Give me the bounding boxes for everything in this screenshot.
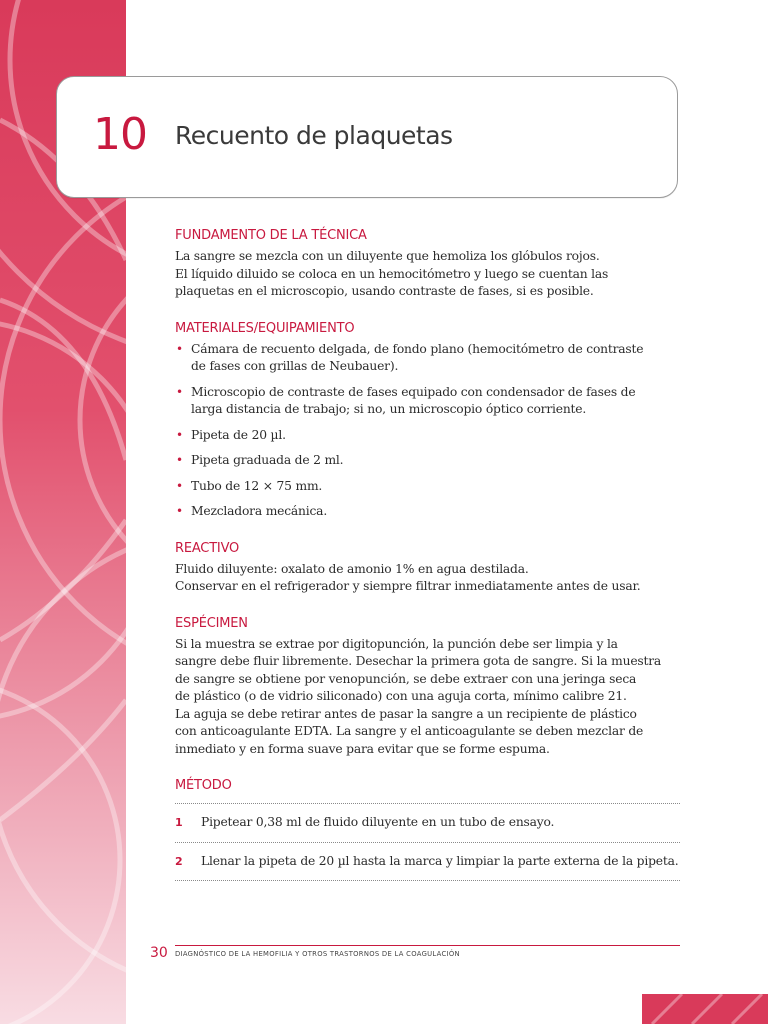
especimen-text	[175, 636, 680, 759]
main-content	[175, 228, 680, 901]
section-heading: ESPÉCIMEN	[175, 615, 248, 631]
text-line: sangre debe fluir libremente. Desechar la primera gota de sangre. Si la muestra	[175, 654, 662, 668]
section-fundamento	[175, 228, 680, 301]
text-line: plaquetas en el microscopio, usando contraste de fases, si es posible.	[175, 284, 594, 298]
section-heading: REACTIVO	[175, 540, 240, 556]
section-metodo	[175, 778, 680, 881]
text-line: El líquido diluido se coloca en un hemocitómetro y luego se cuentan las	[175, 266, 609, 281]
list-item	[175, 478, 680, 496]
chapter-number: 10	[93, 109, 147, 160]
list-item	[175, 341, 680, 376]
text-line: Pipeta de 20 µl.	[191, 427, 286, 442]
text-line: de fases con grillas de Neubauer).	[191, 359, 399, 373]
stripe-pattern-icon	[642, 994, 768, 1024]
fundamento-text	[175, 248, 680, 301]
decorative-corner-strip	[642, 994, 768, 1024]
section-materiales	[175, 321, 680, 521]
list-item	[175, 452, 680, 470]
bullet-icon: •	[176, 384, 183, 399]
section-heading: MÉTODO	[175, 778, 232, 793]
section-heading: MATERIALES/EQUIPAMIENTO	[175, 320, 355, 336]
text-line: Microscopio de contraste de fases equipado con condensador de fases de	[191, 384, 636, 399]
bullet-icon: •	[176, 427, 183, 442]
text-line: Pipeta graduada de 2 ml.	[191, 453, 344, 467]
chapter-title: Recuento de plaquetas	[175, 121, 453, 150]
text-line: La aguja se debe retirar antes de pasar la sangre a un recipiente de plástico	[175, 706, 637, 721]
page-number: 30	[150, 945, 168, 961]
chapter-title-box	[56, 76, 678, 198]
bullet-icon: •	[176, 504, 183, 518]
text-line: Tubo de 12 × 75 mm.	[191, 478, 323, 493]
section-reactivo	[175, 541, 680, 596]
step-number: 1	[175, 816, 183, 829]
bullet-icon: •	[176, 341, 183, 356]
section-especimen	[175, 616, 680, 759]
text-line: Cámara de recuento delgada, de fondo plano (hemocitómetro de contraste	[191, 341, 644, 356]
step-text: Pipetear 0,38 ml de fluido diluyente en un tubo de ensayo.	[201, 815, 555, 829]
text-line: de sangre se obtiene por venopunción, se debe extraer con una jeringa seca	[175, 671, 637, 686]
text-line: inmediato y en forma suave para evitar que se forme espuma.	[175, 741, 550, 756]
method-step	[175, 843, 680, 882]
text-line: larga distancia de trabajo; si no, un microscopio óptico corriente.	[191, 402, 587, 416]
step-text: Llenar la pipeta de 20 µl hasta la marca y limpiar la parte externa de la pipeta.	[201, 853, 679, 868]
text-line: con anticoagulante EDTA. La sangre y el anticoagulante se deben mezclar de	[175, 724, 644, 738]
list-item	[175, 503, 680, 521]
text-line: Fluido diluyente: oxalato de amonio 1% en agua destilada.	[175, 561, 529, 576]
text-line: La sangre se mezcla con un diluyente que hemoliza los glóbulos rojos.	[175, 249, 600, 263]
text-line: Conservar en el refrigerador y siempre filtrar inmediatamente antes de usar.	[175, 579, 641, 593]
list-item	[175, 427, 680, 445]
bullet-icon: •	[176, 478, 183, 493]
text-line: Si la muestra se extrae por digitopunción, la punción debe ser limpia y la	[175, 636, 618, 651]
materials-list	[175, 341, 680, 521]
method-step	[175, 804, 680, 843]
section-heading: FUNDAMENTO DE LA TÉCNICA	[175, 228, 367, 243]
list-item	[175, 384, 680, 419]
reactivo-text	[175, 561, 680, 596]
bullet-icon: •	[176, 453, 183, 467]
text-line: Mezcladora mecánica.	[191, 504, 328, 518]
footer-title: DIAGNÓSTICO DE LA HEMOFILIA Y OTROS TRASTORNOS DE LA COAGULACIÓN	[175, 950, 460, 958]
step-number: 2	[175, 854, 183, 868]
footer-divider	[175, 945, 680, 946]
text-line: de plástico (o de vidrio siliconado) con una aguja corta, mínimo calibre 21.	[175, 689, 627, 703]
